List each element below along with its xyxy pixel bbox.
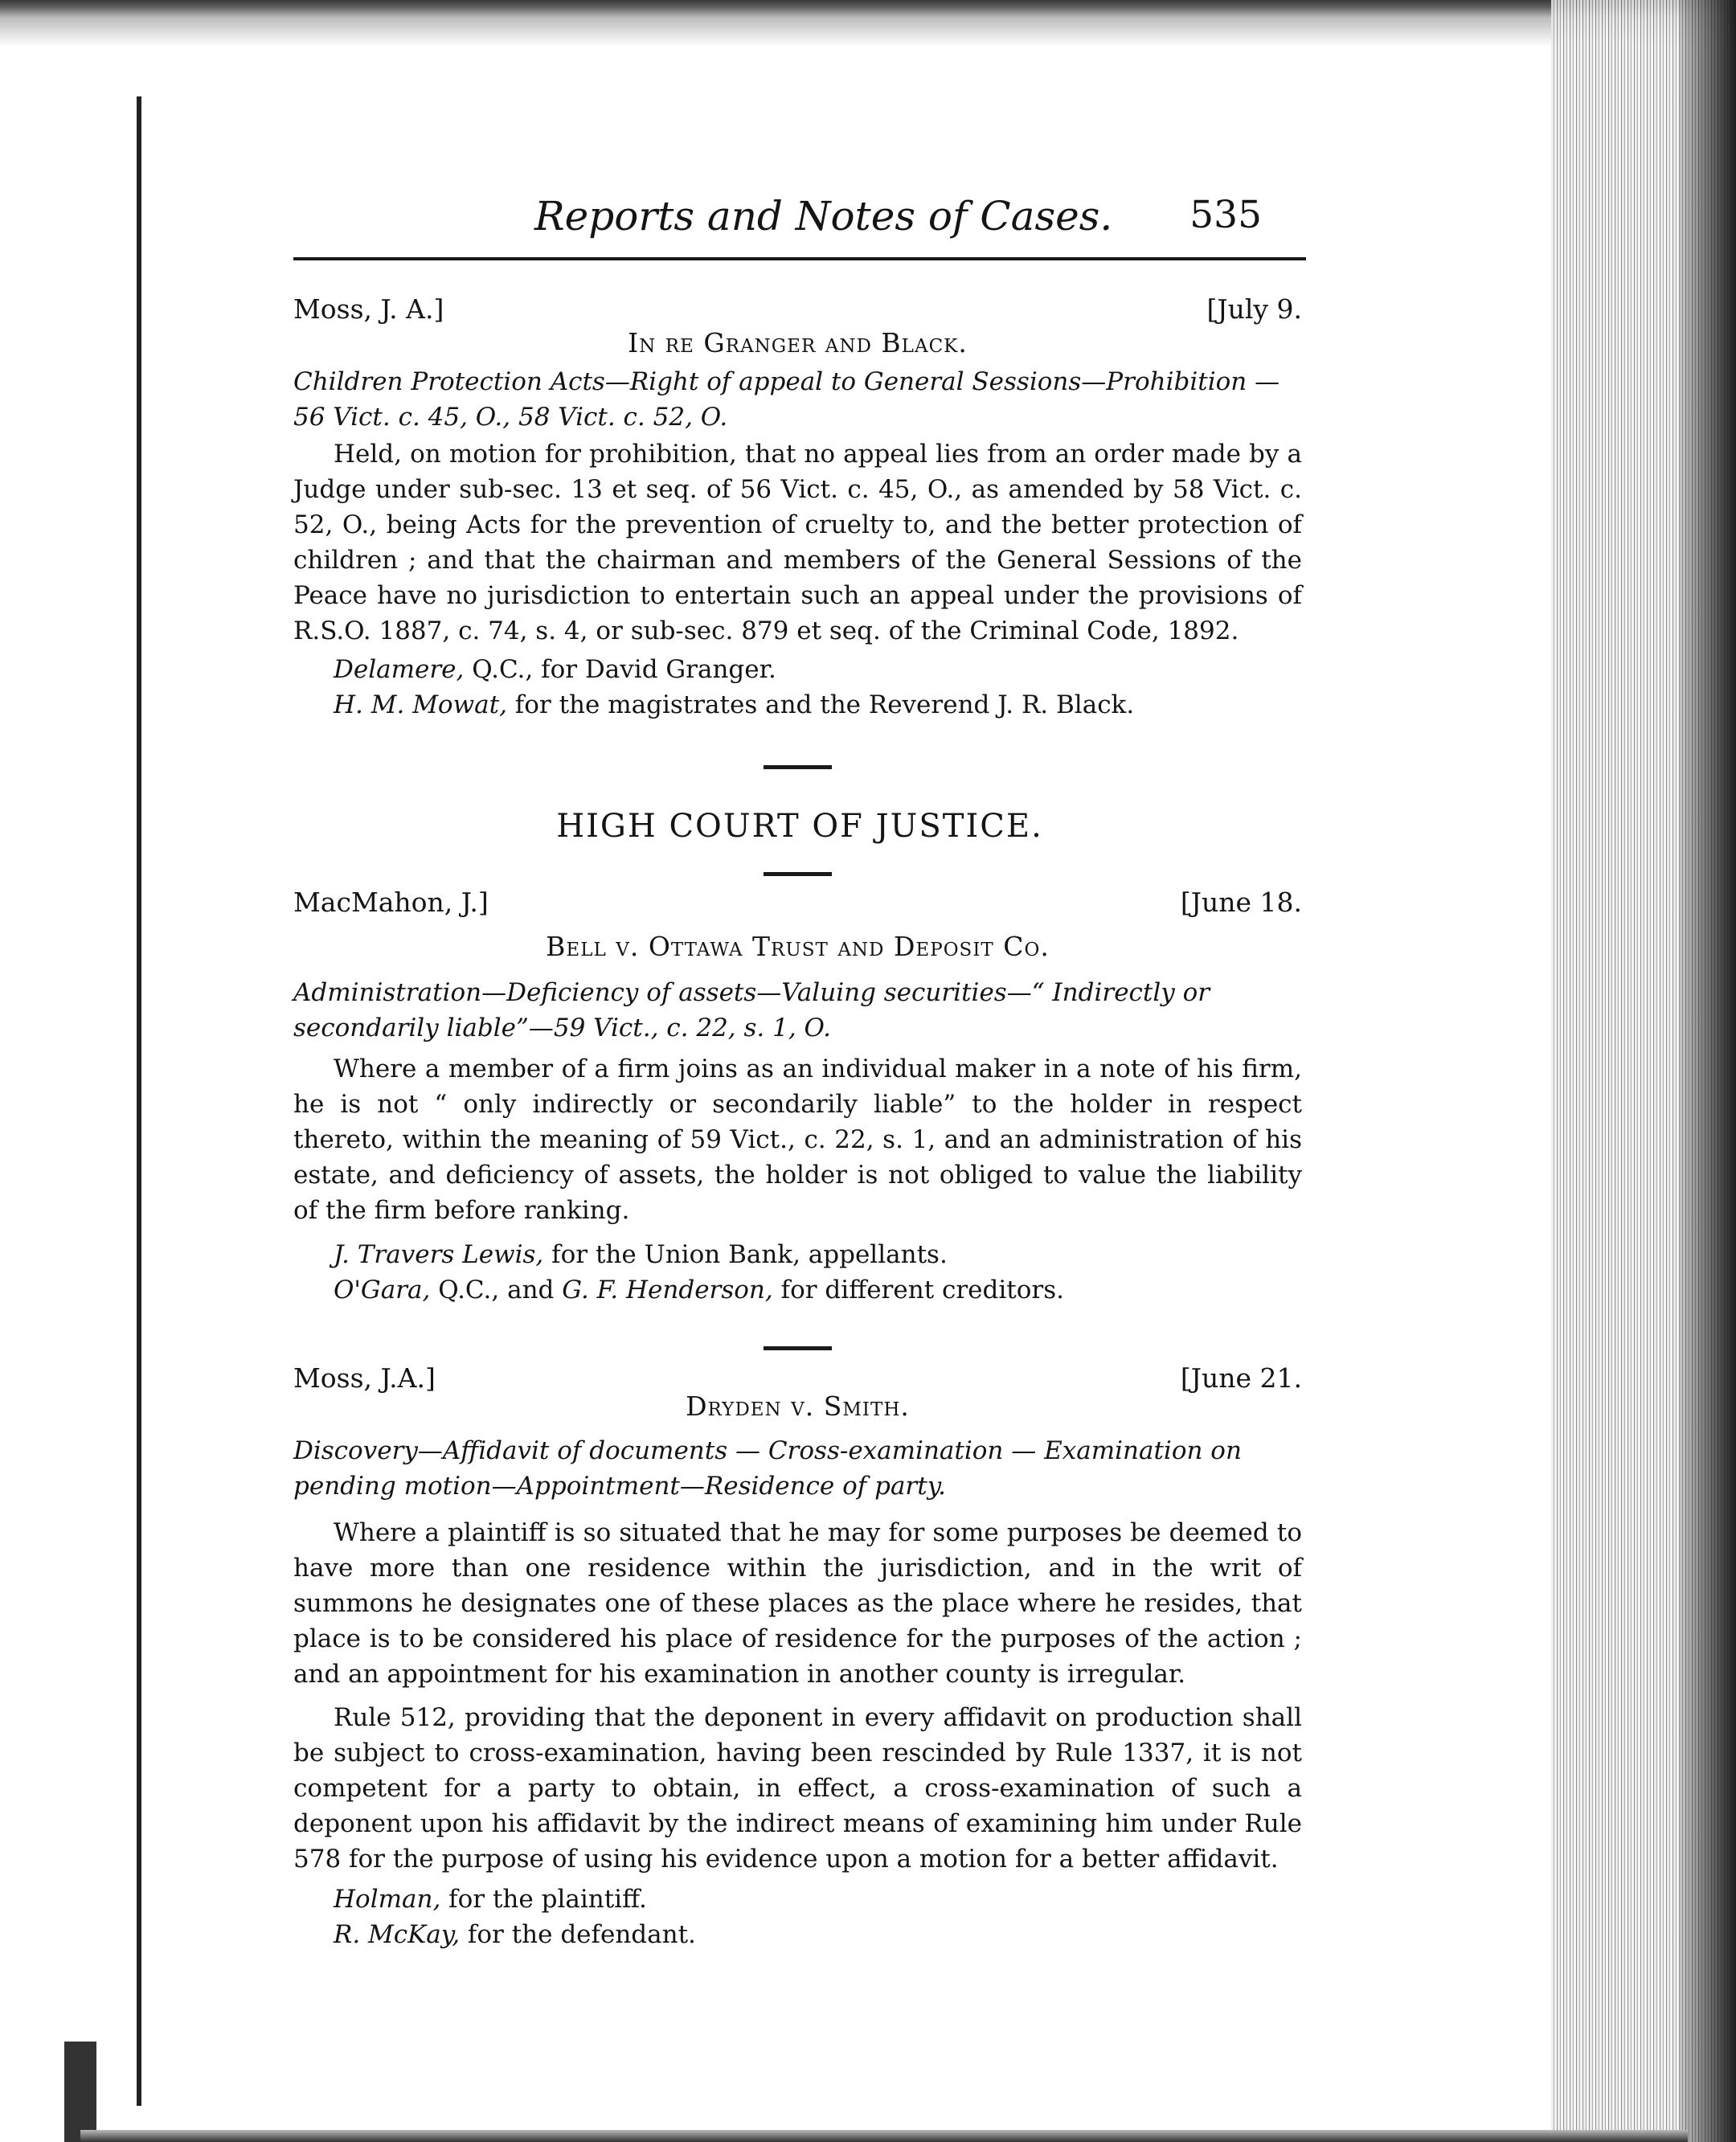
case-title: In re Granger and Black.: [628, 327, 968, 358]
case-headnote: Discovery—Affidavit of documents — Cross-examination — Examination on pending motion—Appointment—Residence of party.: [293, 1436, 1242, 1501]
case-date: [July 9.: [1206, 293, 1302, 325]
counsel-line: J. Travers Lewis, for the Union Bank, appellants.: [334, 1240, 948, 1269]
case-headnote: Administration—Deficiency of assets—Valuing securities—“ Indirectly or secondarily liable”—59 Vict., c. 22, s. 1, O.: [293, 978, 1210, 1042]
case-body: Where a plaintiff is so situated that he may for some purposes be deemed to have more than one residence within the jurisdiction, and in the writ of summons he designates one of these places as the place where he resides, that place is to be considered his place of residence for the purposes of the action ; and an appointment for his examination in another county is irregular.: [293, 1518, 1302, 1689]
running-head: [293, 193, 1306, 249]
case-body: Held, on motion for prohibition, that no appeal lies from an order made by a Judge under sub-sec. 13 et seq. of 56 Vict. c. 45, O., as amended by 58 Vict. c. 52, O., being Acts for the prevention of cruelty to, and the better protection of children ; and that the chairman and members of the General Sessions of the Peace have no jurisdiction to entertain such an appeal under the provisions of R.S.O. 1887, c. 74, s. 4, or sub-sec. 879 et seq. of the Criminal Code, 1892.: [293, 440, 1302, 645]
scan-top-edge: [0, 0, 1736, 48]
scan-bottom-edge: [80, 2130, 1688, 2142]
section-divider: [764, 872, 832, 876]
header-rule: [293, 257, 1306, 260]
counsel-line: R. McKay, for the defendant.: [334, 1920, 696, 1949]
case-judge: Moss, J. A.]: [293, 293, 444, 325]
case-body: Where a member of a firm joins as an individual maker in a note of his firm, he is not “ only indirectly or secondarily liable” to the holder in respect thereto, within the meaning of 59 Vict., c. 22, s. 1, and an administration of his estate, and deficiency of assets, the holder is not obliged to value the liability of the firm before ranking.: [293, 1055, 1302, 1225]
case-title: Dryden v. Smith.: [686, 1390, 910, 1422]
counsel-line: H. M. Mowat, for the magistrates and the Reverend J. R. Black.: [334, 690, 1135, 719]
scan-left-corner: [64, 2042, 96, 2142]
scan-left-edge: [137, 96, 141, 2106]
page-number: 535: [1189, 193, 1262, 237]
case-date: [June 21.: [1180, 1362, 1302, 1394]
case-judge: Moss, J.A.]: [293, 1362, 436, 1394]
section-divider: [764, 765, 832, 769]
case-title: Bell v. Ottawa Trust and Deposit Co.: [546, 931, 1050, 962]
case-date: [June 18.: [1180, 887, 1302, 918]
running-title: Reports and Notes of Cases.: [534, 193, 1113, 240]
section-divider: [764, 1346, 832, 1350]
court-heading: HIGH COURT OF JUSTICE.: [556, 808, 1043, 845]
case-body: Rule 512, providing that the deponent in every affidavit on production shall be subject to cross-examination, having been rescinded by Rule 1337, it is not competent for a party to obtain, in effect, a cross-examination of such a deponent upon his affidavit by the indirect means of examining him under Rule 578 for the purpose of using his evidence upon a motion for a better affidavit.: [293, 1703, 1302, 1874]
counsel-line: Holman, for the plaintiff.: [334, 1885, 647, 1914]
scan-right-shadow: [1680, 0, 1736, 2142]
counsel-line: O'Gara, Q.C., and G. F. Henderson, for different creditors.: [334, 1276, 1064, 1304]
case-headnote: Children Protection Acts—Right of appeal to General Sessions—Prohibition —56 Vict. c. 45, O., 58 Vict. c. 52, O.: [293, 367, 1280, 432]
case-judge: MacMahon, J.]: [293, 887, 489, 918]
counsel-line: Delamere, Q.C., for David Granger.: [334, 655, 776, 684]
